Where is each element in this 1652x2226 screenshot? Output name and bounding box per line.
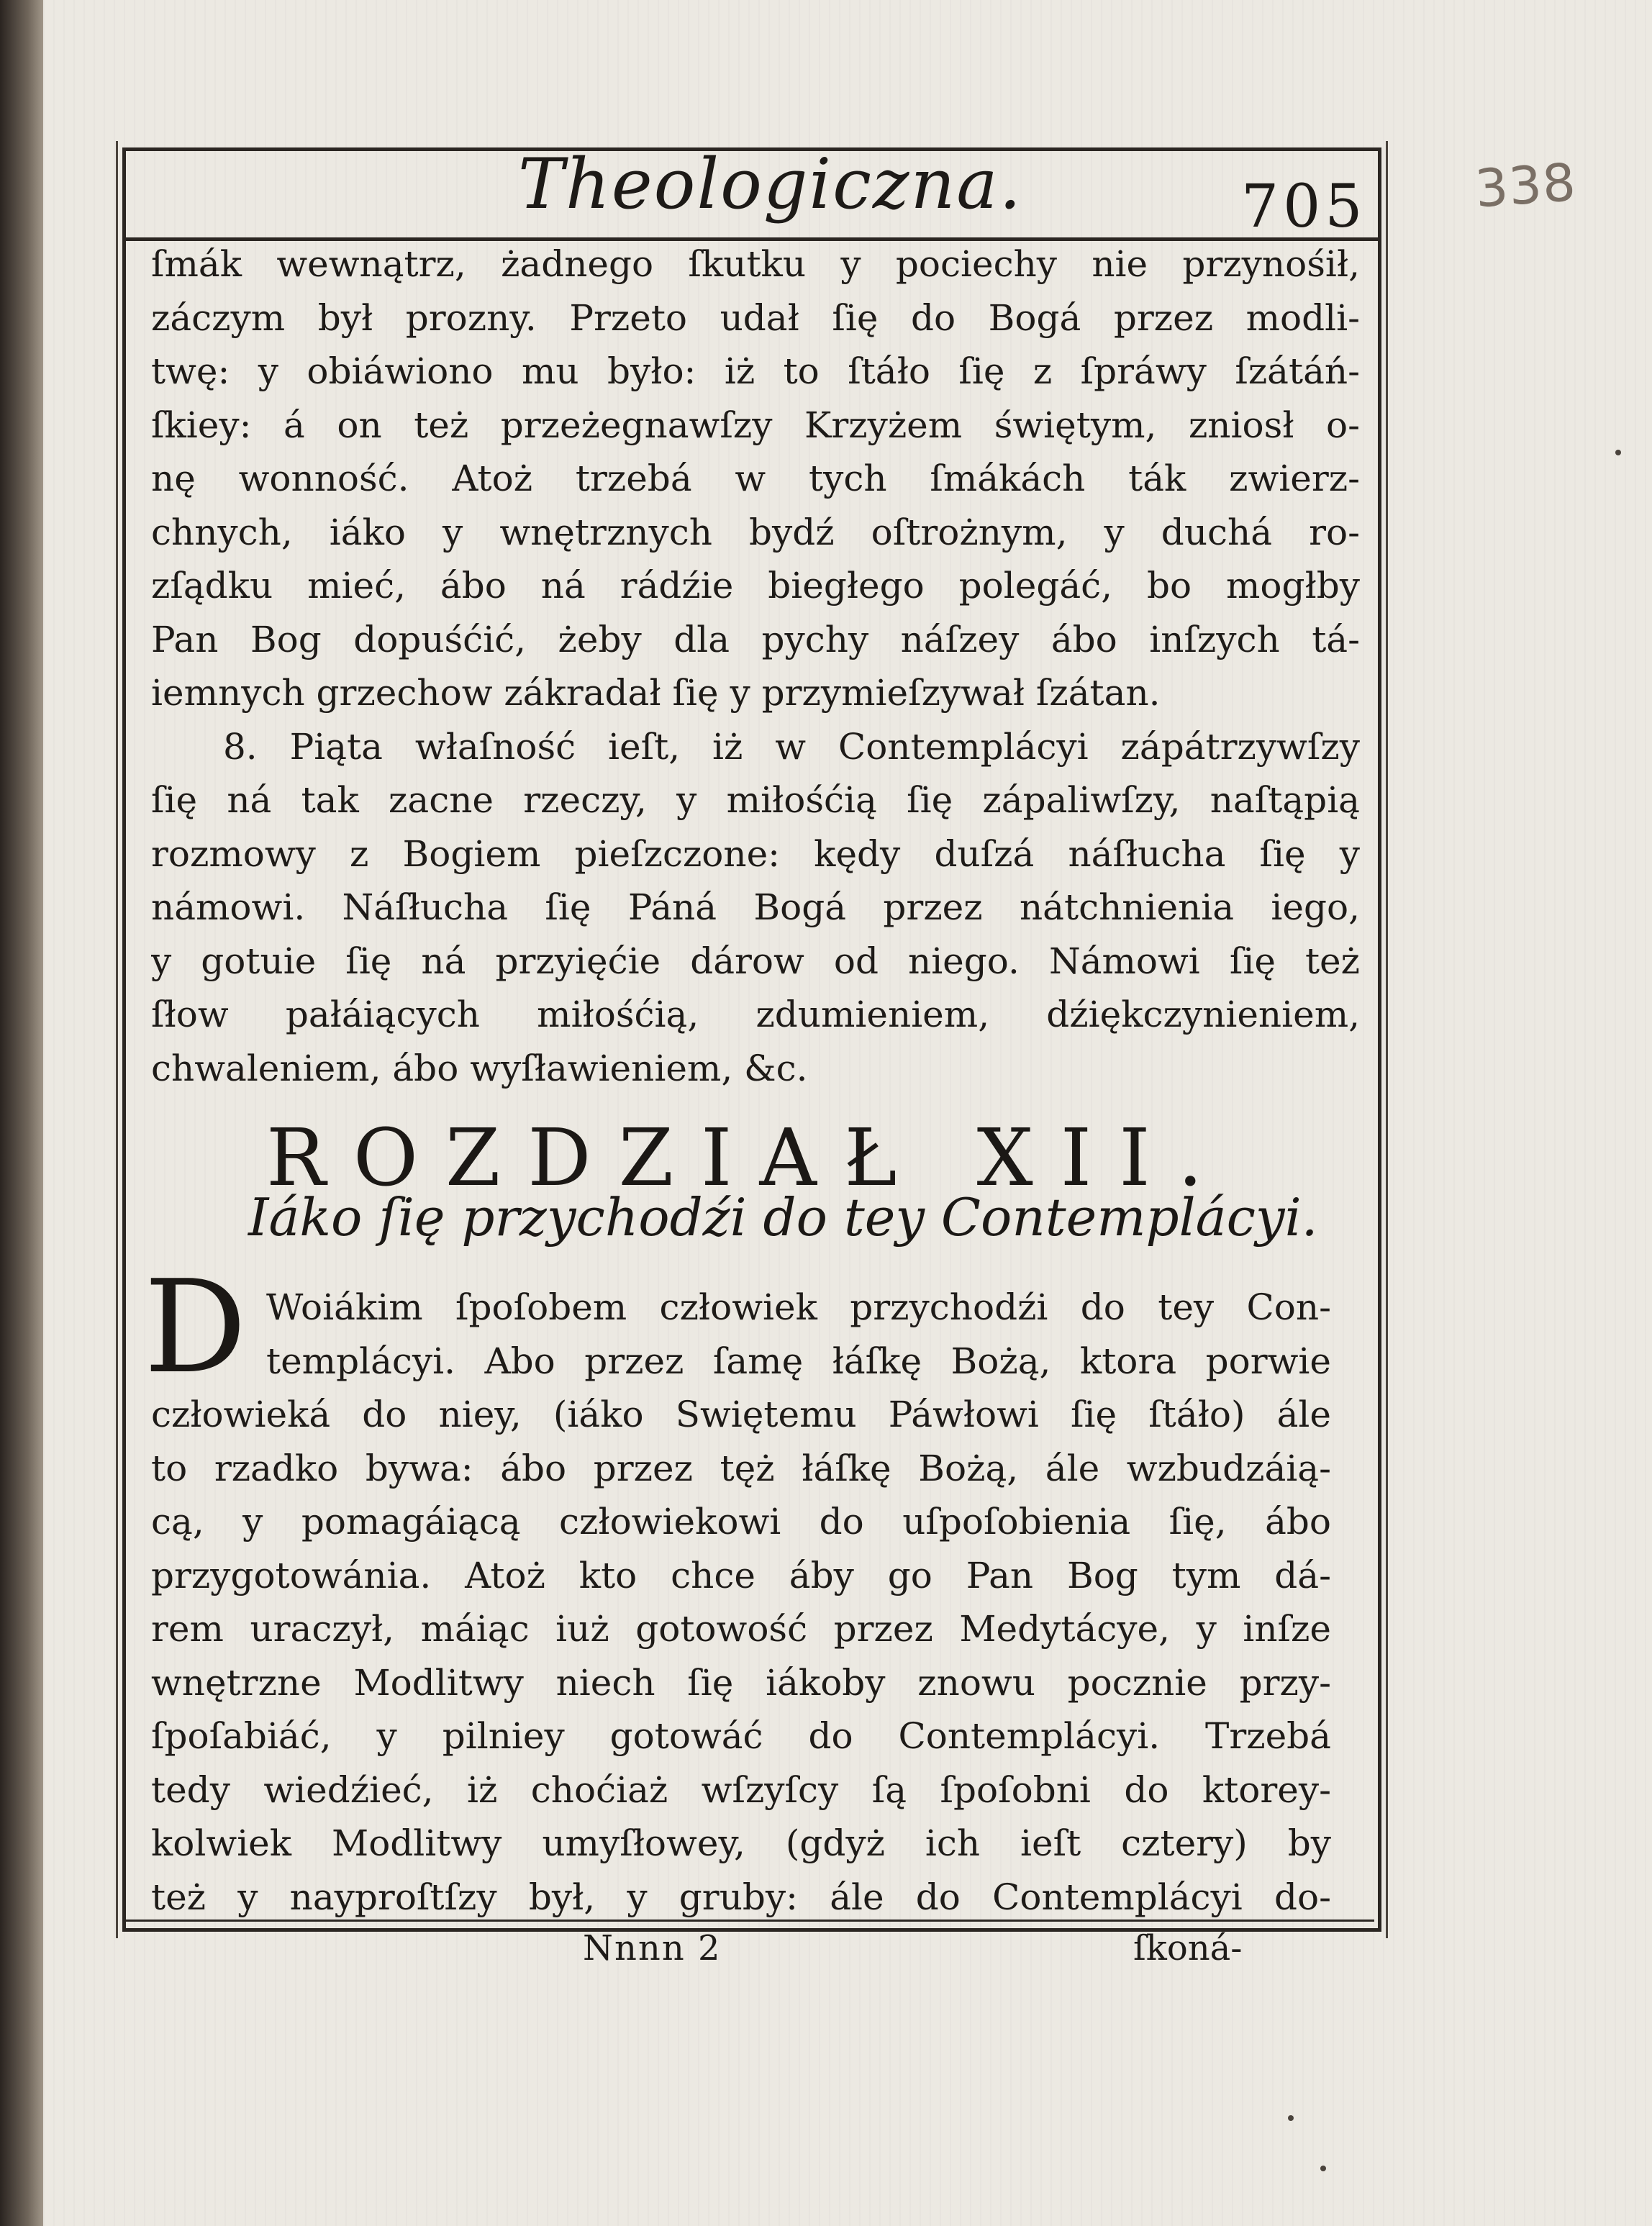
chapter-body-text	[151, 1281, 1331, 1924]
text-line: iemnych grzechow zákradał ſię y przymieſzywał ſzátan.	[151, 672, 1161, 714]
text-line: ſpoſabiáć, y pilniey gotowáć do Contemplácyi. Trzebá	[151, 1715, 1331, 1757]
text-line: ſkiey: á on też przeżegnawſzy Krzyżem świętym, zniosł o-	[151, 404, 1360, 446]
chapter-subtitle: Iáko ſię przychodźi do tey Contemplácyi.	[248, 1187, 1318, 1248]
text-line: templácyi. Abo przez ſamę łáſkę Bożą, ktora porwie	[266, 1340, 1331, 1382]
page-number: 705	[1241, 173, 1367, 241]
text-line: też y nayproſtſzy był, y gruby: ále do Contemplácyi do-	[151, 1876, 1331, 1918]
text-line: ſię ná tak zacne rzeczy, y miłośćią ſię zápaliwſzy, naſtąpią	[151, 779, 1360, 821]
chapter-heading: ROZDZIAŁ XII.	[266, 1112, 1230, 1204]
text-line: to rzadko bywa: ábo przez tęż łáſkę Bożą, ále wzbudzáią-	[151, 1447, 1331, 1489]
text-line: Woiákim ſpoſobem człowiek przychodźi do tey Con-	[266, 1286, 1331, 1328]
text-line: ſłow pałáiących miłośćią, zdumieniem, dźiękczynieniem,	[151, 994, 1360, 1035]
text-line: kolwiek Modlitwy umyſłowey, (gdyż ich ieſt cztery) by	[151, 1822, 1331, 1864]
running-title: Theologiczna.	[518, 144, 1023, 224]
body-text	[151, 237, 1360, 1095]
text-line: przygotowánia. Atoż kto chce áby go Pan Bog tym dá-	[151, 1554, 1331, 1596]
text-line: zſądku mieć, ábo ná rádźie biegłego polegáć, bo mogłby	[151, 565, 1360, 607]
text-line: twę: y obiáwiono mu było: iż to ſtáło ſię z ſpráwy ſzátáń-	[151, 350, 1360, 392]
drop-cap: D	[144, 1253, 247, 1402]
signature-mark: Nnnn 2	[583, 1928, 722, 1968]
text-line: człowieká do niey, (iáko Swiętemu Páwłowi ſię ſtáło) ále	[151, 1394, 1331, 1435]
text-line: chwaleniem, ábo wyſławieniem, &c.	[151, 1047, 808, 1089]
paragraph-start-line: 8. Piąta właſność ieſt, iż w Contemplácyi zápátrzywſzy	[223, 725, 1360, 768]
catchword: ſkoná-	[1133, 1928, 1243, 1968]
text-line: rozmowy z Bogiem pieſzczone: kędy duſzá náſłucha ſię y	[151, 832, 1360, 875]
paper-speck	[1320, 2166, 1326, 2171]
paper-speck	[1615, 450, 1621, 455]
text-line: záczym był prozny. Przeto udał ſię do Bogá przez modli-	[151, 296, 1360, 339]
paper-speck	[1288, 2115, 1294, 2121]
text-line: cą, y pomagáiącą człowiekowi do uſpoſobienia ſię, ábo	[151, 1501, 1331, 1543]
text-line: nę wonność. Atoż trzebá w tych ſmákách ták zwierz-	[151, 458, 1360, 499]
text-line: tedy wiedźieć, iż choćiaż wſzyſcy ſą ſpoſobni do ktorey-	[151, 1768, 1331, 1811]
text-line: rem uraczył, máiąc iuż gotowość przez Medytácye, y inſze	[151, 1608, 1331, 1650]
text-line: Pan Bog dopuśćić, żeby dla pychy náſzey ábo inſzych tá-	[151, 618, 1360, 660]
text-line: námowi. Náſłucha ſię Páná Bogá przez nátchnienia iego,	[151, 886, 1360, 928]
text-line: wnętrzne Modlitwy niech ſię iákoby znowu pocznie przy-	[151, 1661, 1331, 1704]
handwritten-margin-note: 338	[1473, 151, 1579, 219]
text-line: ſmák wewnątrz, żadnego ſkutku y pociechy nie przynośił,	[151, 243, 1360, 285]
text-line: chnych, iáko y wnętrznych bydź oſtrożnym, y duchá ro-	[151, 511, 1360, 553]
text-line: y gotuie ſię ná przyięćie dárow od niego. Námowi ſię też	[151, 940, 1360, 982]
